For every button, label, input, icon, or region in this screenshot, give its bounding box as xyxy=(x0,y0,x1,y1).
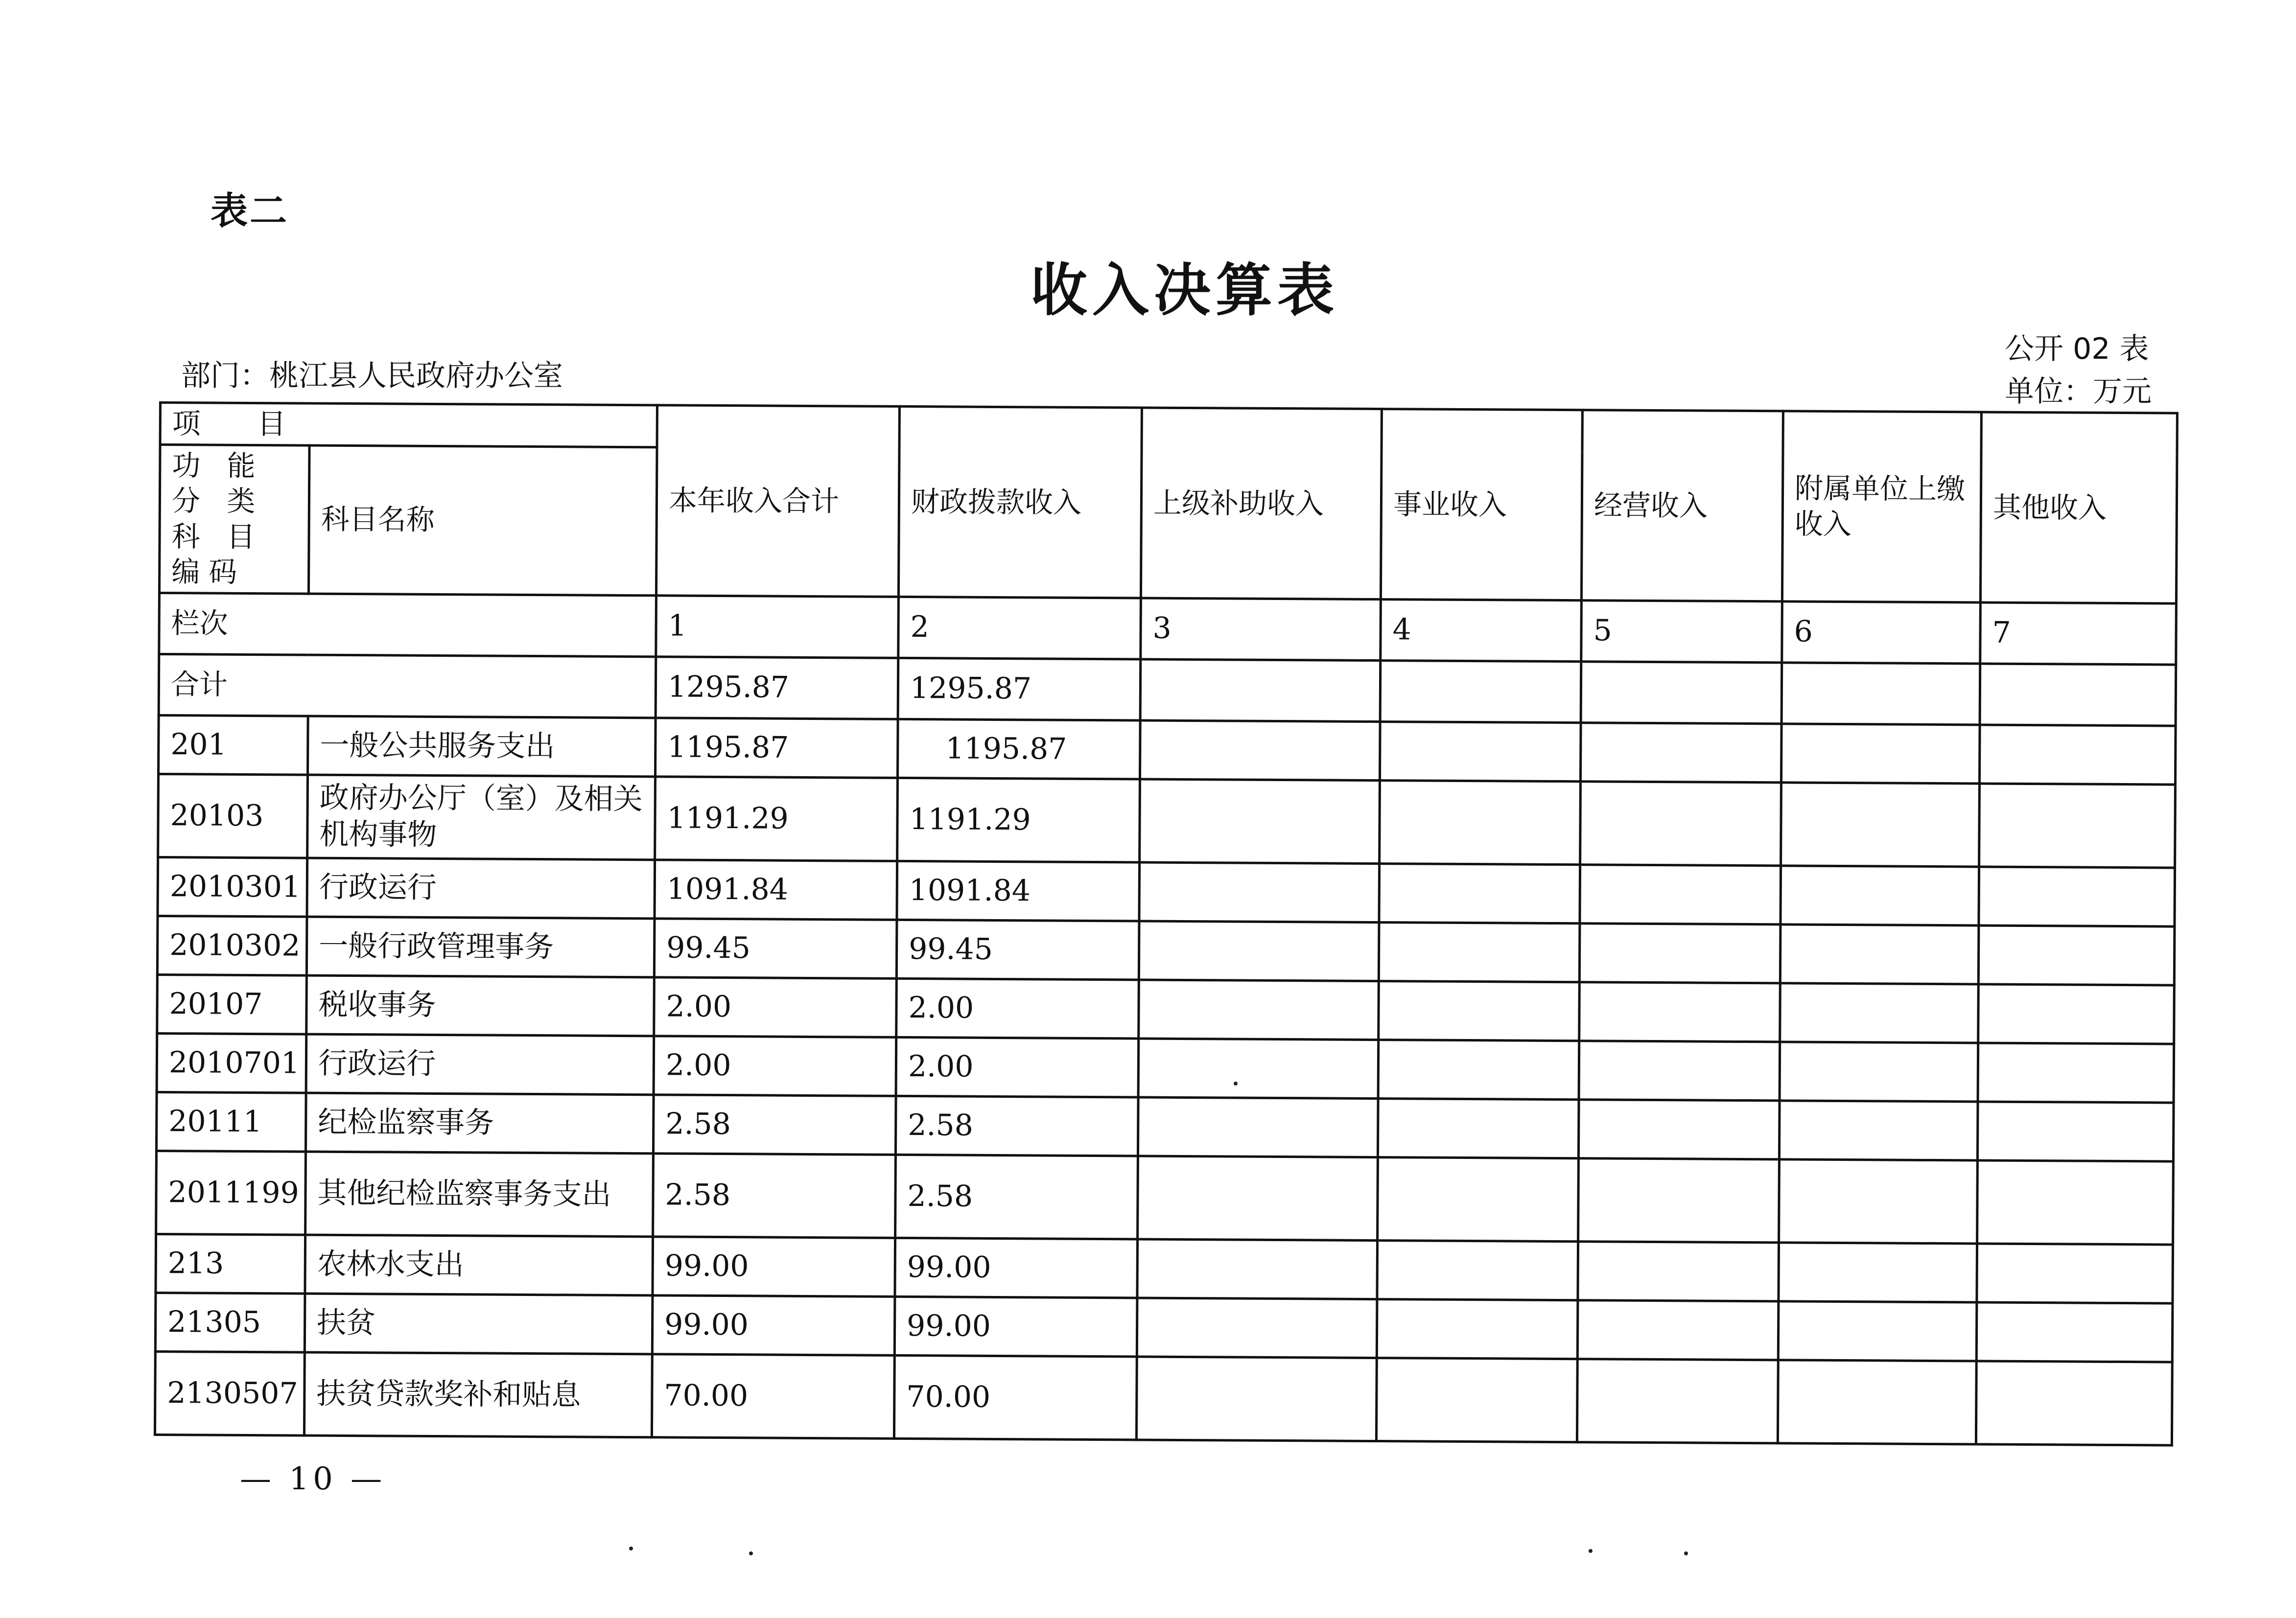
subject-code: 213 xyxy=(156,1234,305,1294)
cell xyxy=(1781,782,1980,866)
income-total: 99.45 xyxy=(654,918,897,978)
total-row xyxy=(159,654,2176,726)
total-value xyxy=(1380,660,1581,722)
column-header: 事业收入 xyxy=(1381,409,1582,601)
subject-name: 政府办公厅（室）及相关机构事物 xyxy=(307,775,656,860)
income-total: 1191.29 xyxy=(655,776,898,861)
cell xyxy=(1378,1098,1579,1158)
cell xyxy=(1139,862,1380,922)
cell xyxy=(1578,1241,1779,1301)
cell xyxy=(1380,721,1581,781)
column-index-label: 栏次 xyxy=(159,593,656,656)
income-total: 2.00 xyxy=(654,977,897,1037)
fiscal-appropriation: 2.00 xyxy=(896,1037,1139,1097)
table-row xyxy=(158,857,2175,926)
cell xyxy=(1138,1156,1378,1240)
column-number: 5 xyxy=(1581,600,1782,662)
cell xyxy=(1979,866,2175,926)
subject-code: 2011199 xyxy=(156,1151,306,1235)
fiscal-appropriation: 99.45 xyxy=(896,920,1139,980)
cell xyxy=(1780,1041,1978,1101)
total-value xyxy=(1581,661,1782,723)
subject-code: 20107 xyxy=(157,974,307,1034)
income-total: 2.00 xyxy=(654,1036,896,1096)
document-title: 收入决算表 xyxy=(1031,257,1339,324)
cell xyxy=(1978,925,2175,985)
cell xyxy=(1580,864,1781,924)
cell xyxy=(1137,1297,1377,1358)
subject-code: 2010302 xyxy=(157,916,307,975)
fiscal-appropriation: 70.00 xyxy=(894,1355,1137,1440)
column-header: 上级补助收入 xyxy=(1141,408,1382,599)
cell xyxy=(1376,1358,1577,1442)
subject-name: 扶贫贷款奖补和贴息 xyxy=(304,1352,652,1437)
column-header: 财政拨款收入 xyxy=(898,406,1142,598)
code-header: 功 能 分 类 科 目 编码 xyxy=(159,444,309,594)
scan-speck xyxy=(749,1551,753,1555)
cell xyxy=(1377,1299,1578,1359)
income-total: 2.58 xyxy=(653,1094,896,1155)
income-total: 70.00 xyxy=(652,1354,894,1438)
cell xyxy=(1579,982,1781,1041)
cell xyxy=(1138,1097,1378,1157)
income-total: 99.00 xyxy=(653,1236,895,1296)
subject-name: 行政运行 xyxy=(306,1034,654,1095)
scan-speck xyxy=(1234,1082,1238,1086)
table-row xyxy=(156,1092,2174,1161)
cell xyxy=(1137,1239,1378,1299)
cell xyxy=(1779,1159,1978,1243)
subject-name: 其他纪检监察事务支出 xyxy=(305,1152,654,1237)
cell xyxy=(1979,724,2176,784)
column-number: 3 xyxy=(1141,598,1381,661)
cell xyxy=(1140,720,1381,781)
subject-code: 2010301 xyxy=(158,857,307,917)
cell xyxy=(1579,1040,1780,1100)
table-row xyxy=(157,1033,2174,1103)
unit-label: 单位：万元 xyxy=(2005,374,2152,409)
cell xyxy=(1979,783,2176,867)
total-value xyxy=(1781,662,1980,724)
scan-speck xyxy=(629,1547,633,1550)
fiscal-appropriation: 1195.87 xyxy=(898,719,1141,779)
cell xyxy=(1578,1158,1780,1242)
column-number: 7 xyxy=(1980,602,2177,664)
total-value xyxy=(1140,659,1381,722)
subject-code: 2010701 xyxy=(157,1033,306,1093)
table-row xyxy=(156,1234,2173,1303)
cell xyxy=(1976,1302,2173,1362)
cell xyxy=(1781,723,1980,783)
cell xyxy=(1577,1300,1779,1360)
column-header: 本年收入合计 xyxy=(656,405,899,597)
income-total: 99.00 xyxy=(652,1295,895,1355)
fiscal-appropriation: 2.58 xyxy=(895,1096,1138,1156)
table-row xyxy=(158,774,2176,868)
table-row xyxy=(155,1293,2173,1362)
form-number: 公开 02 表 xyxy=(2005,332,2149,366)
cell xyxy=(1580,722,1781,782)
page-number: — 10 — xyxy=(240,1461,386,1497)
cell xyxy=(1578,1099,1780,1159)
subject-name: 行政运行 xyxy=(307,858,655,919)
total-value: 1295.87 xyxy=(898,658,1141,720)
project-header: 项 目 xyxy=(160,403,657,447)
subject-code: 21305 xyxy=(155,1293,305,1352)
income-total: 1091.84 xyxy=(655,859,897,920)
cell xyxy=(1779,1242,1977,1302)
table-row xyxy=(157,974,2175,1044)
cell xyxy=(1138,1038,1379,1098)
cell xyxy=(1779,1100,1978,1160)
column-number: 1 xyxy=(656,595,899,658)
cell xyxy=(1781,865,1979,925)
cell xyxy=(1780,924,1979,984)
cell xyxy=(1780,983,1979,1042)
table-row xyxy=(157,916,2175,985)
income-statement-table xyxy=(154,401,2179,1446)
table-row xyxy=(159,715,2176,785)
cell xyxy=(1139,979,1379,1040)
subject-name: 纪检监察事务 xyxy=(305,1093,654,1154)
cell xyxy=(1977,1160,2174,1244)
cell xyxy=(1577,1359,1778,1443)
table-row xyxy=(156,1151,2174,1245)
cell xyxy=(1579,923,1781,983)
column-header: 其他收入 xyxy=(1980,412,2177,603)
cell xyxy=(1977,1243,2173,1303)
subject-code: 2130507 xyxy=(155,1351,305,1435)
fiscal-appropriation: 2.00 xyxy=(896,978,1139,1039)
cell xyxy=(1380,780,1581,864)
cell xyxy=(1136,1356,1377,1441)
cell xyxy=(1976,1361,2172,1445)
column-number: 6 xyxy=(1782,601,1981,663)
subject-name: 农林水支出 xyxy=(305,1235,653,1295)
total-value xyxy=(1980,663,2176,725)
cell xyxy=(1377,1240,1578,1300)
subject-name: 一般行政管理事务 xyxy=(306,917,655,977)
column-header: 附属单位上缴收入 xyxy=(1782,411,1981,602)
cell xyxy=(1140,779,1380,864)
fiscal-appropriation: 2.58 xyxy=(895,1155,1138,1239)
income-total: 1195.87 xyxy=(656,717,898,778)
table-label: 表二 xyxy=(211,189,289,232)
cell xyxy=(1580,781,1781,865)
cell xyxy=(1977,1101,2174,1161)
name-header: 科目名称 xyxy=(308,445,657,596)
subject-code: 20111 xyxy=(156,1092,306,1152)
subject-name: 一般公共服务支出 xyxy=(308,716,656,777)
fiscal-appropriation: 1191.29 xyxy=(897,778,1140,862)
scan-speck xyxy=(1684,1551,1688,1555)
total-label: 合计 xyxy=(159,654,656,717)
cell xyxy=(1778,1360,1976,1444)
fiscal-appropriation: 99.00 xyxy=(895,1238,1138,1298)
column-index-row xyxy=(159,593,2177,665)
income-total: 2.58 xyxy=(653,1153,896,1238)
fiscal-appropriation: 1091.84 xyxy=(897,861,1140,921)
cell xyxy=(1378,1040,1579,1099)
cell xyxy=(1379,863,1580,923)
table-row xyxy=(155,1351,2172,1445)
scan-speck xyxy=(1589,1549,1593,1553)
cell xyxy=(1379,981,1580,1040)
column-number: 2 xyxy=(898,597,1141,659)
subject-name: 扶贫 xyxy=(305,1294,653,1354)
department-label: 部门：桃江县人民政府办公室 xyxy=(181,359,563,393)
cell xyxy=(1379,922,1580,982)
cell xyxy=(1978,984,2175,1043)
cell xyxy=(1378,1157,1579,1241)
cell xyxy=(1139,921,1379,981)
total-value: 1295.87 xyxy=(656,656,898,719)
subject-code: 201 xyxy=(159,715,308,775)
subject-code: 20103 xyxy=(158,774,308,858)
column-header: 经营收入 xyxy=(1581,410,1783,601)
cell xyxy=(1778,1301,1977,1361)
fiscal-appropriation: 99.00 xyxy=(894,1296,1137,1357)
subject-name: 税收事务 xyxy=(306,975,655,1036)
cell xyxy=(1978,1042,2174,1102)
column-number: 4 xyxy=(1381,599,1582,661)
